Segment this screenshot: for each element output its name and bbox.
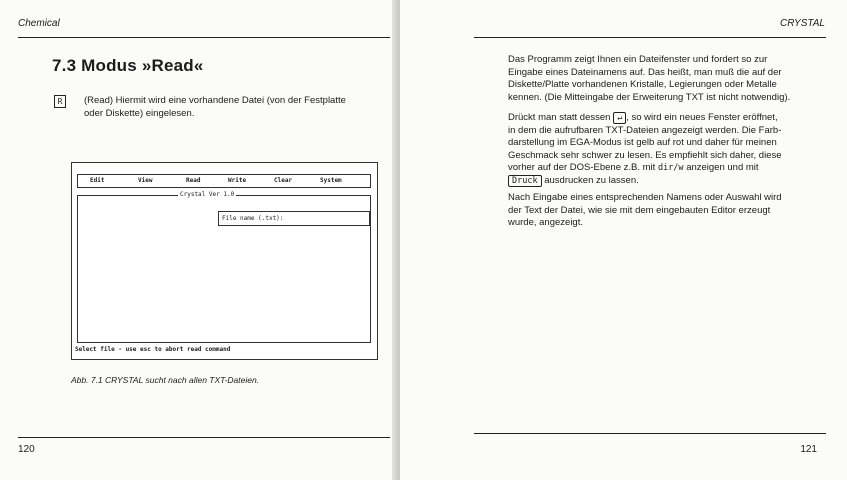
text-line: Geschmack sehr schwer zu lesen. Es empfiehlt sich daher, diese [508, 149, 782, 161]
enter-key-icon: ↵ [613, 112, 626, 124]
running-header-left: Chemical [18, 18, 60, 29]
left-page [0, 0, 396, 480]
window-title: Crystal Ver 1.0 [180, 191, 235, 198]
text-line: Das Programm zeigt Ihnen ein Dateifenster und fordert so zur [508, 54, 768, 65]
intro-line: (Read) Hiermit wird eine vorhandene Datei (von der Festplatte [84, 95, 346, 106]
text-line: darstellung im EGA-Modus ist gelb auf rot und daher für meinen [508, 137, 777, 148]
program-screenshot [71, 162, 378, 360]
paragraph-1 [508, 54, 790, 104]
text-line [508, 162, 782, 175]
menu-item-read: Read [186, 177, 201, 184]
status-line: Select file - use esc to abort read command [75, 346, 231, 353]
dir-command: dir/w [657, 163, 684, 173]
text-line: kennen. (Die Mitteingabe der Erweiterung TXT ist nicht notwendig). [508, 91, 791, 103]
text-fragment: vorher auf der DOS-Ebene z.B. mit [508, 162, 656, 173]
intro-line: oder Diskette) eingelesen. [84, 107, 195, 119]
crystal-window [77, 191, 371, 343]
file-name-prompt: File name (.txt): [222, 215, 284, 222]
menu-item-edit: Edit [90, 177, 105, 184]
druck-key-icon: Druck [508, 175, 542, 187]
text-line: Diskette/Platte vorhandenen Kristalle, Legierungen oder Metalle [508, 79, 777, 90]
footer-rule [474, 433, 826, 434]
right-page [400, 0, 847, 480]
text-line [508, 175, 782, 188]
text-line: Eingabe eines Dateinamens auf. Das heißt, man muß die auf der [508, 66, 782, 78]
paragraph-3 [508, 192, 782, 230]
text-fragment: Drückt man statt dessen [508, 112, 611, 123]
menu-item-clear: Clear [274, 177, 293, 184]
text-line: der Text der Datei, wie sie mit dem eingebauten Editor erzeugt [508, 204, 771, 216]
text-fragment: anzeigen und mit [686, 162, 759, 173]
paragraph-2 [508, 112, 782, 187]
text-line [508, 112, 782, 125]
page-number-left: 120 [18, 444, 35, 455]
figure-caption: Abb. 7.1 CRYSTAL sucht nach allen TXT-Dateien. [71, 375, 260, 385]
text-fragment: ausdrucken zu lassen. [544, 174, 639, 186]
file-name-field [218, 211, 370, 226]
menu-item-write: Write [228, 177, 247, 184]
text-fragment: , so wird ein neues Fenster eröffnet, [626, 112, 778, 123]
intro-paragraph [84, 95, 346, 120]
section-heading: 7.3 Modus »Read« [52, 56, 204, 75]
footer-rule [18, 437, 390, 438]
key-r-icon: R [54, 95, 66, 108]
text-line: in dem die aufrufbaren TXT-Dateien angezeigt werden. Die Farb- [508, 124, 782, 136]
header-rule [474, 37, 826, 38]
menu-item-system: System [320, 177, 342, 184]
text-line: Nach Eingabe eines entsprechenden Namens oder Auswahl wird [508, 192, 782, 203]
menu-bar [77, 174, 371, 188]
text-line: wurde, angezeigt. [508, 217, 583, 228]
menu-item-view: View [138, 177, 153, 184]
header-rule [18, 37, 390, 38]
page-number-right: 121 [800, 444, 817, 455]
running-header-right: CRYSTAL [779, 18, 825, 29]
